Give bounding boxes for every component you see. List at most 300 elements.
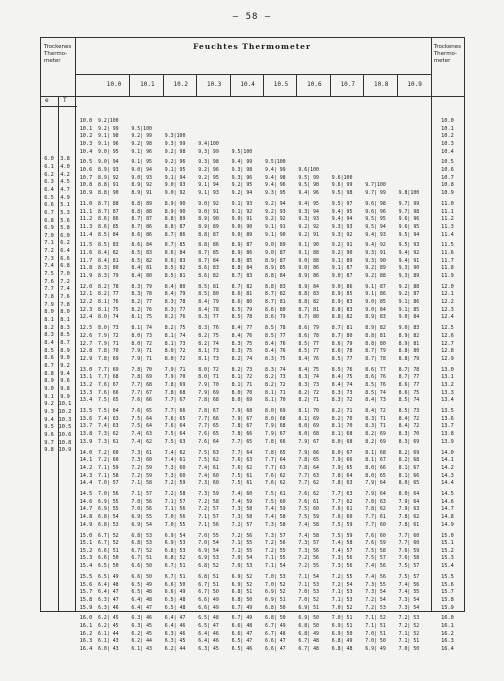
table-cell: 9.0| 94 <box>131 167 153 174</box>
table-cell: 8.2| 77 <box>131 299 153 306</box>
dry-temp-cell-right: 15.5 <box>441 573 454 580</box>
reference-row: 9.5 10.5 <box>44 424 72 431</box>
dry-temp-cell: 11.5 <box>79 242 93 249</box>
table-cell: 9.0| 92 <box>164 190 186 197</box>
reference-row: 6.5 4.9 <box>44 194 70 201</box>
table-cell: 7.6| 64 <box>164 423 186 430</box>
table-cell: 8.4| 80 <box>131 272 153 279</box>
table-cell: 8.3| 74 <box>265 366 286 373</box>
table-cell: 9.2| 92 <box>298 223 320 230</box>
table-cell: 8.2| 70 <box>331 415 353 422</box>
table-cell: 6.4| 47 <box>164 615 186 622</box>
table-cell: 6.9| 51 <box>298 604 320 611</box>
table-cell: 9.4|100 <box>198 140 219 147</box>
dry-temp-cell: 13.0 <box>79 366 93 373</box>
reference-row: 6.7 5.3 <box>44 209 70 216</box>
table-row <box>97 314 431 322</box>
table-cell: 8.1| 70 <box>298 408 320 415</box>
table-cell: 8.6| 77 <box>365 366 386 373</box>
table-cell: 7.7| 64 <box>231 449 253 456</box>
table-cell: 9.0| 89 <box>231 231 253 238</box>
table-cell: 7.9| 64 <box>398 498 420 505</box>
table-cell: 9.2| 99 <box>131 133 153 140</box>
dry-temp-cell-right: 10.6 <box>441 167 454 174</box>
table-cell: 8.4| 76 <box>265 340 286 347</box>
table-row <box>97 623 431 631</box>
table-row <box>97 499 431 507</box>
dewpoint-head: T <box>63 97 67 104</box>
dry-temp-cell-right: 13.9 <box>441 438 454 445</box>
table-cell: 6.9| 51 <box>331 623 353 630</box>
dry-temp-cell: 12.1 <box>79 291 93 298</box>
table-cell: 8.1| 74 <box>164 332 186 339</box>
dry-temp-cell: 10.8 <box>79 182 93 189</box>
table-cell: 7.7| 68 <box>98 374 119 381</box>
table-cell: 7.5| 64 <box>164 431 186 438</box>
table-cell: 9.3|100 <box>164 133 186 140</box>
table-cell: 7.0| 53 <box>265 573 286 580</box>
table-row <box>97 615 431 623</box>
table-cell: 9.1| 95 <box>164 167 186 174</box>
table-cell: 6.7| 52 <box>131 547 153 554</box>
table-cell: 7.6| 60 <box>365 532 386 539</box>
dry-temp-cell: 10.9 <box>79 190 93 197</box>
table-cell: 9.1| 96 <box>131 148 153 155</box>
table-cell: 9.2| 92 <box>265 216 286 223</box>
table-cell: 7.6| 63 <box>231 457 253 464</box>
table-cell: 6.5| 46 <box>231 646 253 652</box>
table-row <box>97 209 431 217</box>
table-cell: 9.5| 98 <box>298 182 320 189</box>
table-cell: 7.3| 57 <box>265 532 286 539</box>
table-cell: 9.4| 96 <box>265 182 286 189</box>
dry-temp-cell: 14.1 <box>79 457 93 464</box>
table-cell: 9.1| 87 <box>365 283 386 290</box>
dry-temp-cell: 13.3 <box>79 389 93 396</box>
table-cell: 8.9| 81 <box>398 340 420 347</box>
table-cell: 7.2| 59 <box>131 464 153 471</box>
table-cell: 7.9| 70 <box>198 382 219 388</box>
table-cell: 6.5| 47 <box>231 638 253 645</box>
table-cell: 7.3| 61 <box>98 438 119 445</box>
reference-row: 8.2 8.3 <box>44 324 70 331</box>
table-cell: 8.2| 71 <box>331 408 353 415</box>
table-cell: 8.8| 89 <box>131 200 153 207</box>
table-cell: 8.7| 87 <box>131 216 153 223</box>
table-cell: 8.2| 69 <box>365 438 386 445</box>
table-cell: 7.2| 56 <box>298 555 320 562</box>
dry-temp-cell: 16.3 <box>79 638 93 645</box>
table-cell: 8.1| 67 <box>398 464 420 471</box>
table-row <box>97 473 431 481</box>
page-number: — 58 — <box>232 12 272 22</box>
table-cell: 7.2| 53 <box>365 604 386 611</box>
table-cell: 7.2| 58 <box>198 498 219 505</box>
table-cell: 7.2| 60 <box>98 449 119 456</box>
table-cell: 8.0| 65 <box>365 472 386 479</box>
dry-temp-cell: 12.3 <box>79 306 93 313</box>
column-head: 10.0 <box>106 81 122 88</box>
table-cell: 7.7| 66 <box>164 408 186 415</box>
table-cell: 9.1| 90 <box>298 242 320 249</box>
table-cell: 7.6| 61 <box>331 506 353 513</box>
table-cell: 7.0| 50 <box>398 646 420 652</box>
table-cell: 9.2| 93 <box>265 208 286 215</box>
table-cell: 8.7| 86 <box>131 223 153 230</box>
table-cell: 7.8| 69 <box>131 374 153 381</box>
table-cell: 7.7| 65 <box>231 438 253 445</box>
table-cell: 8.1| 74 <box>131 325 153 332</box>
table-row <box>97 423 431 431</box>
table-cell: 9.1| 85 <box>398 306 420 313</box>
table-cell: 7.9| 64 <box>365 491 386 498</box>
reference-row: 8.7 9.2 <box>44 362 70 369</box>
table-cell: 7.7| 62 <box>298 480 320 487</box>
table-cell: 8.3| 75 <box>231 348 253 355</box>
table-cell: 8.1| 72 <box>231 374 253 381</box>
table-cell: 8.8| 80 <box>365 340 386 347</box>
table-cell: 7.6| 62 <box>298 491 320 498</box>
table-cell: 8.9| 91 <box>131 190 153 197</box>
dry-temp-cell: 10.5 <box>79 159 93 166</box>
table-cell: 9.0| 86 <box>331 283 353 290</box>
table-cell: 7.9| 71 <box>131 348 153 355</box>
table-cell: 8.6| 77 <box>398 382 420 388</box>
table-row <box>97 574 431 582</box>
dry-temp-cell-right: 16.2 <box>441 630 454 637</box>
table-cell: 7.5| 61 <box>231 472 253 479</box>
table-cell: 7.0| 56 <box>98 491 119 498</box>
table-row <box>97 341 431 349</box>
table-cell: 7.0| 52 <box>298 596 320 603</box>
table-cell: 6.9| 51 <box>265 596 286 603</box>
table-cell: 8.4| 78 <box>198 306 219 313</box>
table-cell: 7.0| 53 <box>298 589 320 596</box>
table-cell: 9.2| 94 <box>265 200 286 207</box>
reference-row: 6.6 5.1 <box>44 202 70 209</box>
dry-temp-cell-right: 12.1 <box>441 291 454 298</box>
table-cell: 8.2| 73 <box>265 374 286 381</box>
table-cell: 9.1| 94 <box>198 182 219 189</box>
table-cell: 8.1| 71 <box>265 389 286 396</box>
table-cell: 6.6| 50 <box>131 573 153 580</box>
table-cell: 8.5| 73 <box>398 408 420 415</box>
table-cell: 6.0| 43 <box>98 646 119 652</box>
table-cell: 7.1| 51 <box>365 623 386 630</box>
table-row <box>97 408 431 416</box>
dry-temp-cell: 15.9 <box>79 604 93 611</box>
table-cell: 9.0| 91 <box>198 208 219 215</box>
table-cell: 7.0| 51 <box>331 615 353 622</box>
table-cell: 7.9| 65 <box>331 464 353 471</box>
dry-temp-cell: 15.1 <box>79 540 93 547</box>
table-cell: 8.7| 78 <box>365 355 386 362</box>
table-cell: 8.7| 85 <box>198 250 219 256</box>
table-row <box>97 141 431 149</box>
table-cell: 8.8| 89 <box>164 216 186 223</box>
table-cell: 6.9| 54 <box>164 532 186 539</box>
table-cell: 9.0| 83 <box>398 325 420 332</box>
table-row <box>97 291 431 299</box>
table-cell: 7.0| 56 <box>164 514 186 520</box>
table-cell: 8.6| 80 <box>231 299 253 306</box>
table-row <box>97 299 431 307</box>
reference-row: 7.9 7.8 <box>44 301 70 308</box>
table-cell: 8.5| 74 <box>398 397 420 404</box>
table-cell: 7.5| 61 <box>231 480 253 487</box>
table-cell: 8.2| 74 <box>198 340 219 347</box>
table-row <box>97 159 431 167</box>
table-cell: 8.5| 76 <box>365 382 386 388</box>
dry-temp-cell-right: 12.2 <box>441 299 454 306</box>
table-cell: 8.0| 65 <box>398 480 420 487</box>
dry-temp-cell: 10.6 <box>79 167 93 174</box>
table-cell: 9.4| 99 <box>231 159 253 166</box>
table-cell: 9.2| 96 <box>164 159 186 166</box>
table-cell: 9.4| 99 <box>265 167 286 174</box>
table-cell: 6.6| 47 <box>265 638 286 645</box>
table-cell: 6.8| 49 <box>298 630 320 637</box>
dry-temp-cell: 14.7 <box>79 506 93 513</box>
table-cell: 9.3| 90 <box>398 265 420 272</box>
table-row <box>97 307 431 315</box>
table-cell: 7.2| 54 <box>331 581 353 588</box>
table-cell: 7.4| 59 <box>231 498 253 505</box>
dry-temp-cell: 12.2 <box>79 299 93 306</box>
table-cell: 6.2| 44 <box>164 646 186 652</box>
table-cell: 8.8| 88 <box>131 208 153 215</box>
table-cell: 8.9| 92 <box>98 174 119 181</box>
table-cell: 8.5| 77 <box>298 340 320 347</box>
table-cell: 7.6| 65 <box>164 415 186 422</box>
reference-row: 7.4 6.8 <box>44 263 70 270</box>
table-cell: 6.1| 44 <box>98 630 119 637</box>
table-cell: 6.8| 53 <box>98 521 119 528</box>
table-cell: 8.2| 69 <box>398 449 420 456</box>
table-row <box>97 431 431 439</box>
table-cell: 7.5| 64 <box>98 408 119 415</box>
reference-row: 6.0 3.8 <box>44 156 70 163</box>
table-cell: 9.5| 98 <box>331 190 353 197</box>
table-cell: 8.0| 64 <box>398 491 420 498</box>
dry-temp-cell-right: 14.1 <box>441 457 454 464</box>
table-cell: 6.6| 49 <box>198 596 219 603</box>
table-cell: 7.6| 58 <box>398 555 420 562</box>
table-cell: 6.6| 47 <box>265 646 286 652</box>
table-cell: 7.5| 57 <box>398 563 420 570</box>
table-cell: 8.1| 70 <box>265 397 286 404</box>
vapor-pressure-head: e <box>45 97 49 104</box>
table-cell: 6.8| 53 <box>164 547 186 554</box>
table-cell: 7.9| 67 <box>265 431 286 438</box>
dry-temp-cell: 13.8 <box>79 431 93 438</box>
table-cell: 8.1| 73 <box>198 355 219 362</box>
dry-temp-cell-right: 13.3 <box>441 389 454 396</box>
dry-temp-cell: 15.3 <box>79 555 93 562</box>
table-cell: 7.3| 58 <box>231 514 253 520</box>
table-cell: 8.5| 77 <box>298 348 320 355</box>
table-cell: 8.1| 73 <box>198 348 219 355</box>
table-cell: 7.2| 58 <box>164 491 186 498</box>
table-cell: 8.1| 66 <box>398 472 420 479</box>
table-cell: 8.2| 75 <box>164 325 186 332</box>
table-cell: 8.9| 84 <box>298 283 320 290</box>
table-cell: 6.6| 50 <box>164 581 186 588</box>
table-row <box>97 273 431 281</box>
dry-temp-cell-right: 14.3 <box>441 472 454 479</box>
reference-row: 7.6 7.2 <box>44 278 70 285</box>
table-cell: 9.6| 95 <box>398 223 420 230</box>
table-cell: 7.4| 63 <box>98 415 119 422</box>
table-cell: 9.0| 90 <box>231 223 253 230</box>
table-cell: 8.2| 72 <box>298 389 320 396</box>
table-cell: 6.6| 47 <box>231 630 253 637</box>
dry-temp-cell-right: 13.8 <box>441 431 454 438</box>
table-cell: 9.3| 93 <box>331 223 353 230</box>
table-cell: 6.6| 49 <box>164 589 186 596</box>
table-row <box>97 465 431 473</box>
table-cell: 7.8| 68 <box>164 389 186 396</box>
table-cell: 6.7| 52 <box>98 540 119 547</box>
table-cell: 8.7| 80 <box>298 314 320 321</box>
table-cell: 8.3| 78 <box>131 291 153 298</box>
dry-temp-cell: 16.4 <box>79 646 93 652</box>
table-cell: 7.7| 69 <box>98 366 119 373</box>
table-row <box>97 216 431 224</box>
table-cell: 9.2| 95 <box>198 174 219 181</box>
table-cell: 6.7| 49 <box>231 615 253 622</box>
dry-temp-cell-right: 13.5 <box>441 408 454 415</box>
table-cell: 7.8| 66 <box>265 438 286 445</box>
table-cell: 9.5| 93 <box>398 242 420 249</box>
table-cell: 8.2| 68 <box>398 457 420 464</box>
table-cell: 8.9| 87 <box>231 242 253 249</box>
table-row <box>97 118 431 126</box>
table-cell: 7.9| 68 <box>265 423 286 430</box>
table-cell: 7.3| 58 <box>231 506 253 513</box>
table-cell: 8.5| 83 <box>98 242 119 249</box>
table-cell: 7.4| 61 <box>198 464 219 471</box>
table-cell: 9.0| 91 <box>231 216 253 223</box>
table-row <box>97 522 431 530</box>
table-cell: 8.9| 82 <box>398 332 420 339</box>
dry-temp-cell-right: 10.0 <box>441 118 454 124</box>
table-cell: 8.4| 76 <box>231 332 253 339</box>
dry-temp-cell: 10.4 <box>79 148 93 155</box>
dry-temp-cell: 13.6 <box>79 415 93 422</box>
table-cell: 8.4| 79 <box>198 299 219 306</box>
dry-temp-cell-right: 14.8 <box>441 514 454 520</box>
dry-temp-cell: 11.6 <box>79 250 93 256</box>
table-cell: 9.7|100 <box>365 182 386 189</box>
table-cell: 7.2| 55 <box>298 563 320 570</box>
table-cell: 7.2| 59 <box>131 472 153 479</box>
table-cell: 8.9| 92 <box>131 182 153 189</box>
table-cell: 8.0| 70 <box>231 389 253 396</box>
table-cell: 6.5| 50 <box>98 563 119 570</box>
table-cell: 9.6| 96 <box>365 208 386 215</box>
reference-row: 7.2 6.4 <box>44 248 70 255</box>
table-cell: 8.6| 83 <box>198 265 219 272</box>
dry-temp-cell: 14.6 <box>79 498 93 505</box>
table-cell: 6.9| 50 <box>298 615 320 622</box>
table-cell: 8.5| 77 <box>331 355 353 362</box>
table-cell: 7.4| 58 <box>331 540 353 547</box>
table-cell: 7.5| 59 <box>331 532 353 539</box>
table-cell: 7.4| 55 <box>398 589 420 596</box>
dry-temp-cell-right: 14.9 <box>441 521 454 528</box>
table-cell: 8.8| 91 <box>98 182 119 189</box>
table-cell: 8.1| 68 <box>331 431 353 438</box>
dry-temp-cell-right: 12.9 <box>441 355 454 362</box>
table-cell: 8.2| 78 <box>98 283 119 290</box>
dry-temp-cell-right: 13.1 <box>441 374 454 381</box>
table-row <box>97 325 431 333</box>
table-cell: 7.9| 69 <box>198 389 219 396</box>
table-cell: 7.4| 58 <box>265 514 286 520</box>
dry-temp-cell: 14.4 <box>79 480 93 487</box>
table-cell: 9.5| 99 <box>298 174 320 181</box>
dry-temp-cell-right: 13.2 <box>441 382 454 388</box>
dry-temp-cell-right: 16.3 <box>441 638 454 645</box>
table-cell: 8.5| 84 <box>98 231 119 238</box>
table-cell: 9.1| 95 <box>131 159 153 166</box>
table-cell: 6.7| 51 <box>198 581 219 588</box>
table-cell: 8.5| 83 <box>131 250 153 256</box>
table-cell: 7.1| 56 <box>164 506 186 513</box>
table-cell: 9.3| 93 <box>298 216 320 223</box>
table-cell: 7.5| 65 <box>98 397 119 404</box>
table-cell: 7.3| 60 <box>198 480 219 487</box>
table-cell: 6.9| 55 <box>98 506 119 513</box>
table-cell: 6.5| 47 <box>198 623 219 630</box>
table-cell: 6.7| 51 <box>131 555 153 562</box>
table-row <box>97 548 431 556</box>
table-cell: 8.0| 67 <box>331 449 353 456</box>
table-cell: 6.6| 49 <box>198 604 219 611</box>
table-cell: 8.6| 84 <box>164 250 186 256</box>
table-cell: 6.3| 47 <box>98 596 119 603</box>
reference-row: 9.1 9.9 <box>44 393 70 400</box>
dry-temp-cell: 12.8 <box>79 348 93 355</box>
table-cell: 8.0| 69 <box>231 397 253 404</box>
table-cell: 9.1| 91 <box>265 223 286 230</box>
reference-row: 8.5 8.9 <box>44 347 70 354</box>
table-cell: 8.0| 72 <box>164 348 186 355</box>
table-row <box>97 555 431 563</box>
table-cell: 7.5| 58 <box>365 547 386 554</box>
dry-temp-cell-right: 12.5 <box>441 325 454 332</box>
dry-temp-cell-right: 10.2 <box>441 133 454 140</box>
column-head: 10.3 <box>206 81 222 88</box>
reference-row: 7.3 6.6 <box>44 255 70 262</box>
table-cell: 8.1| 68 <box>365 449 386 456</box>
table-cell: 7.9| 71 <box>98 340 119 347</box>
table-cell: 8.9| 85 <box>331 291 353 298</box>
table-cell: 7.2| 60 <box>98 457 119 464</box>
dry-temp-cell-right: 14.5 <box>441 491 454 498</box>
column-head: 10.1 <box>140 81 155 88</box>
dry-temp-cell-right: 15.3 <box>441 555 454 562</box>
table-cell: 7.3| 54 <box>398 604 420 611</box>
table-cell: 6.8| 48 <box>331 646 353 652</box>
table-cell: 8.1| 70 <box>331 423 353 430</box>
dry-temp-cell: 16.2 <box>79 630 93 637</box>
table-cell: 9.7| 98 <box>398 208 420 215</box>
table-cell: 8.2| 77 <box>98 291 119 298</box>
table-cell: 6.5| 48 <box>164 596 186 603</box>
dry-temp-cell: 15.0 <box>79 532 93 539</box>
